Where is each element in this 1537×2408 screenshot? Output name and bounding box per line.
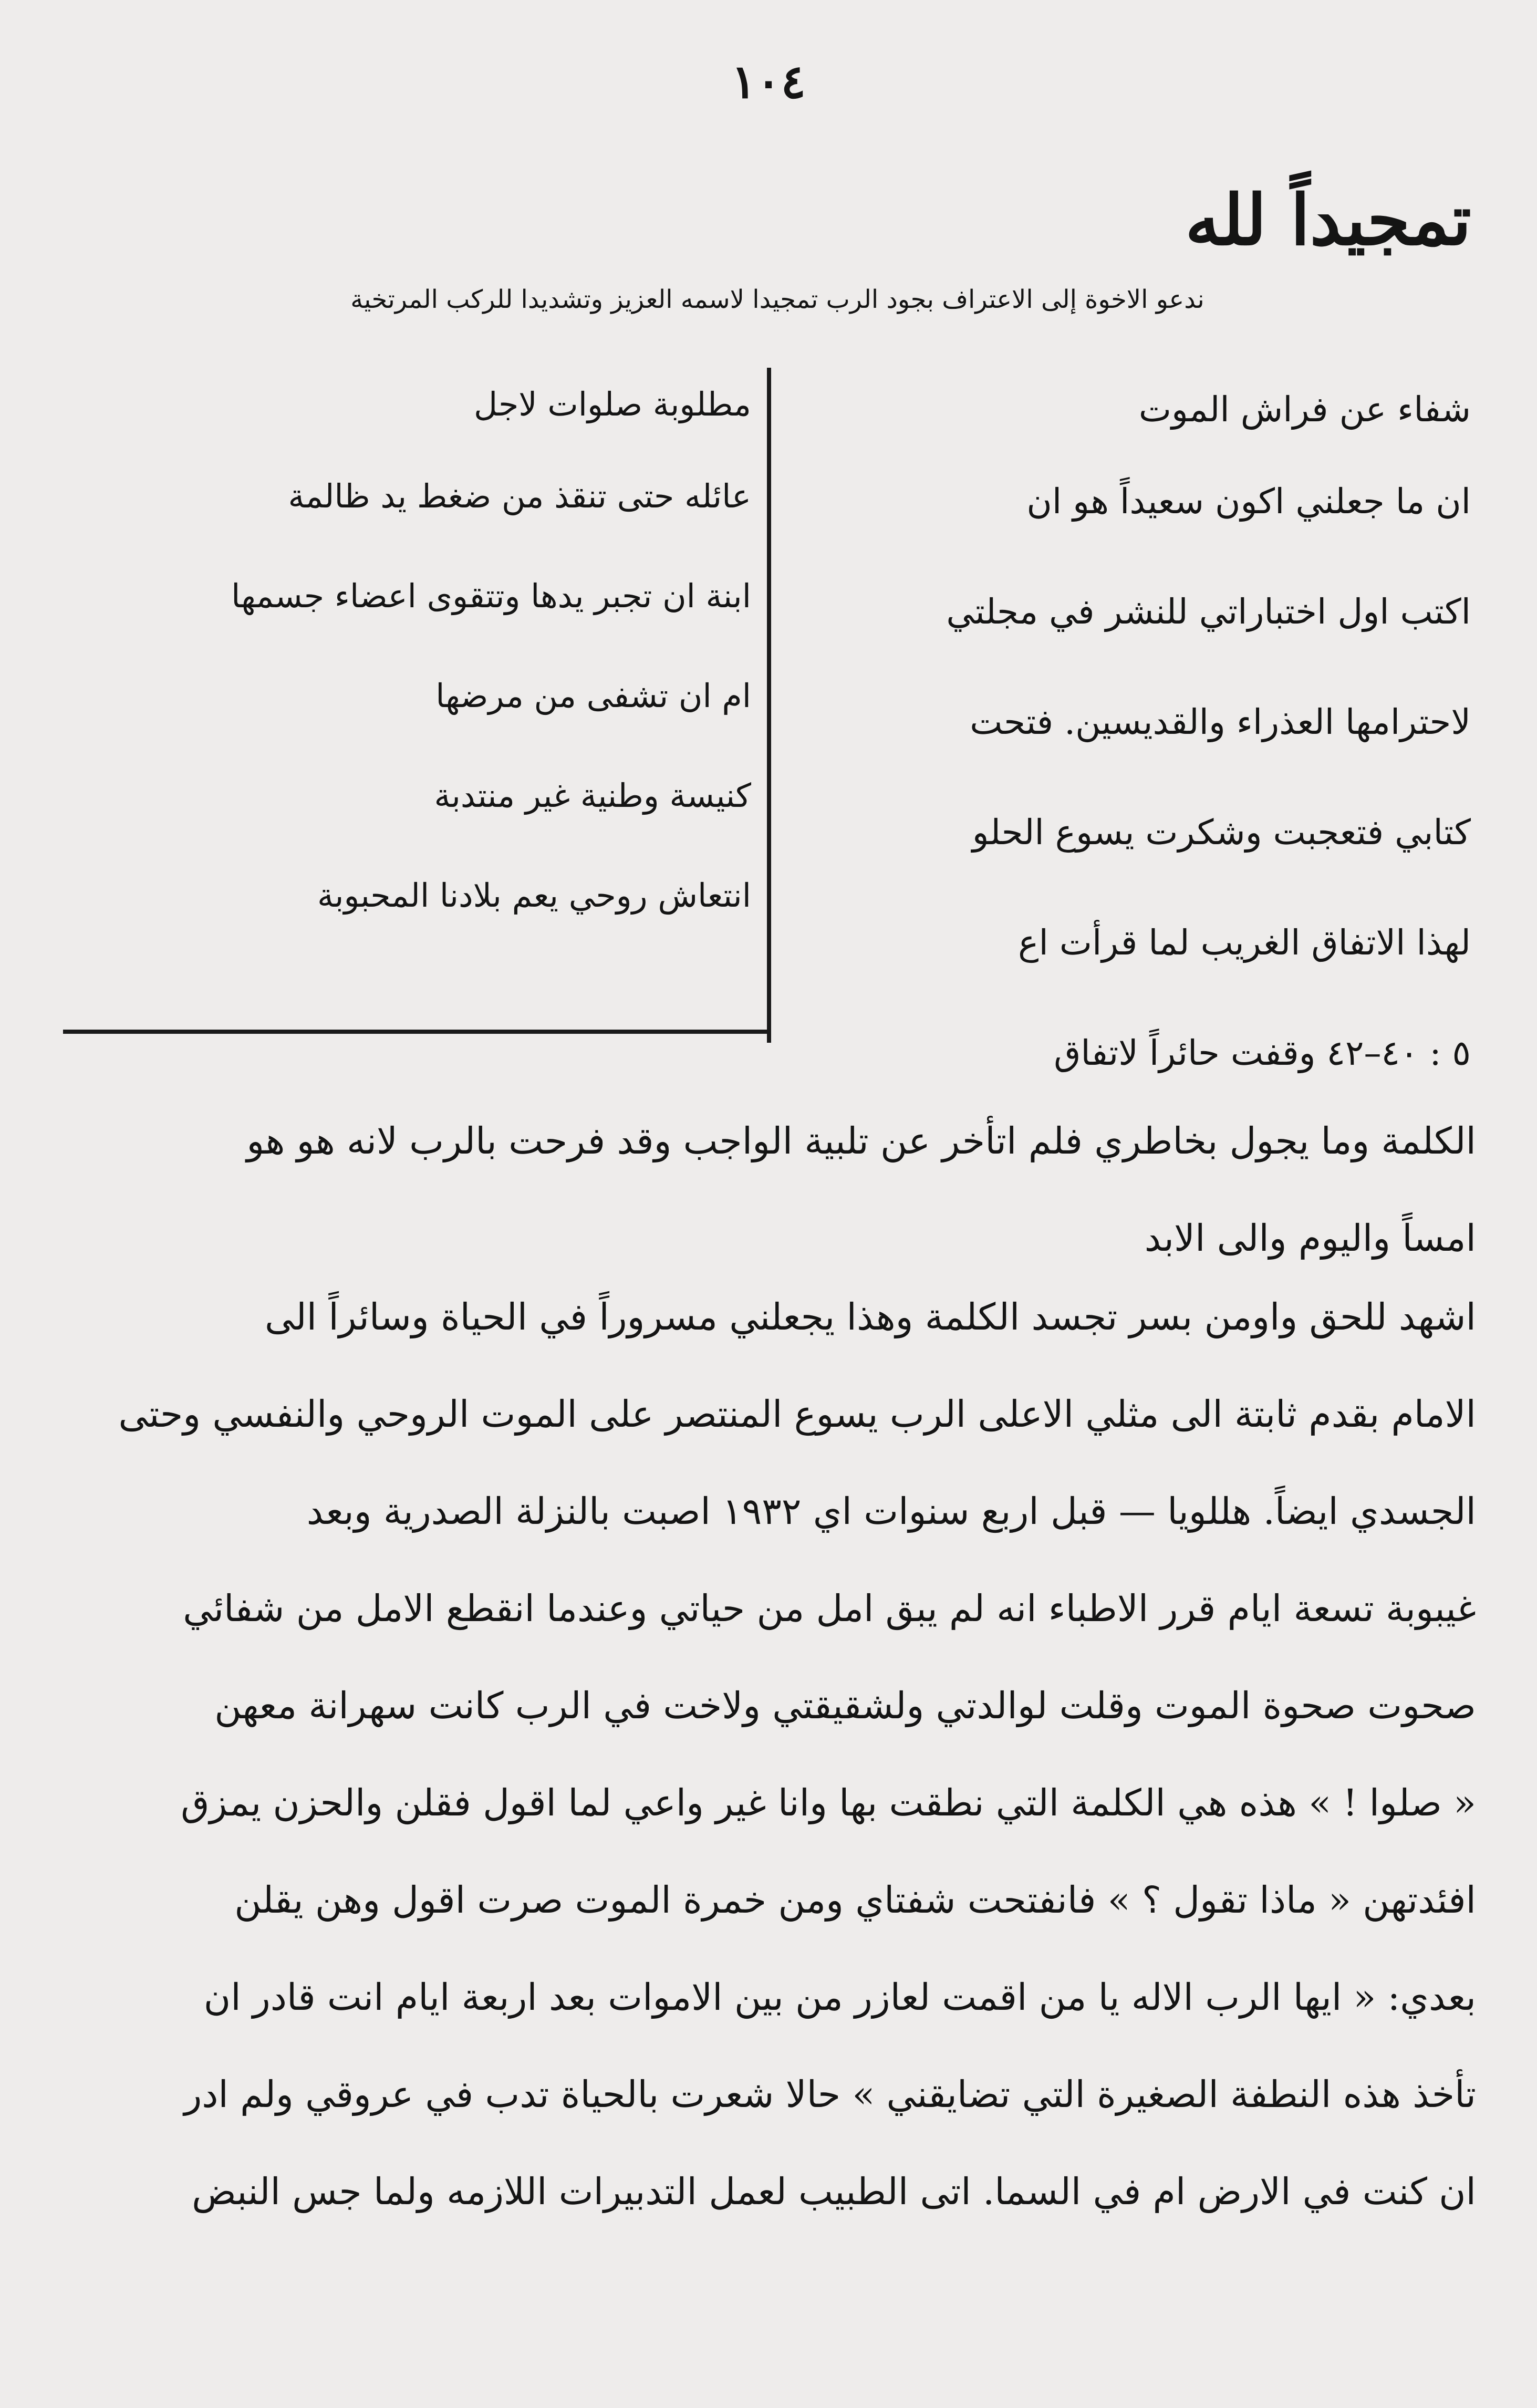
right-column-testimony (788, 373, 1471, 1108)
section-subtitle: ندعو الاخوة إلى الاعتراف بجود الرب تمجيدا لاسمه العزيز وتشديدا للركب المرتخية (350, 285, 1204, 314)
testimony-line: كتابي فتعجبت وشكرت يسوع الحلو (972, 812, 1471, 853)
body-line: الجسدي ايضاً. هللويا — قبل اربع سنوات اي ١٩٣٢ اصبت بالنزلة الصدرية وبعد (306, 1490, 1476, 1533)
prayer-requests-heading: مطلوبة صلوات لاجل (474, 385, 751, 423)
prayer-request-item: ام ان تشفى من مرضها (435, 677, 751, 715)
testimony-line: ان ما جعلني اكون سعيداً هو ان (1026, 481, 1471, 522)
body-line: الكلمة وما يجول بخاطري فلم اتأخر عن تلبية الواجب وقد فرحت بالرب لانه هو هو (246, 1119, 1476, 1163)
body-line: صحوت صحوة الموت وقلت لوالدتي ولشقيقتي ولاخت في الرب كانت سهرانة معهن (214, 1684, 1476, 1727)
body-line: « صلوا ! » هذه هي الكلمة التي نطقت بها وانا غير واعي لما اقول فقلن والحزن يمزق (181, 1781, 1476, 1824)
body-line: امساً واليوم والى الابد (1144, 1217, 1476, 1260)
box-divider-horizontal (63, 1030, 771, 1034)
prayer-request-item: كنيسة وطنية غير منتدبة (434, 776, 751, 815)
body-line: اشهد للحق واومن بسر تجسد الكلمة وهذا يجعلني مسروراً في الحياة وسائراً الى (264, 1295, 1476, 1338)
testimony-line: لاحترامها العذراء والقديسين. فتحت (970, 702, 1471, 742)
testimony-line: اكتب اول اختباراتي للنشر في مجلتي (946, 591, 1471, 632)
body-line: الامام بقدم ثابتة الى مثلي الاعلى الرب يسوع المنتصر على الموت الروحي والنفسي وحتى (118, 1393, 1476, 1436)
testimony-line: لهذا الاتفاق الغريب لما قرأت اع (1018, 922, 1471, 963)
page-number: ١٠٤ (731, 54, 806, 109)
section-title: تمجيداً لله (1185, 180, 1471, 261)
body-paragraphs (63, 1093, 1476, 2240)
left-column-prayer-requests (158, 362, 751, 946)
prayer-request-item: عائله حتى تنقذ من ضغط يد ظالمة (288, 477, 751, 515)
body-line: افئدتهن « ماذا تقول ؟ » فانفتحت شفتاي ومن خمرة الموت صرت اقول وهن يقلن (234, 1878, 1476, 1922)
body-line: بعدي: « ايها الرب الاله يا من اقمت لعازر من بين الاموات بعد اربعة ايام انت قادر ان (203, 1976, 1476, 2019)
testimony-heading: شفاء عن فراش الموت (1138, 389, 1471, 430)
prayer-request-item: ابنة ان تجبر يدها وتتقوى اعضاء جسمها (231, 577, 751, 615)
testimony-line: ٥ : ٤٠–٤٢ وقفت حائراً لاتفاق (1054, 1033, 1471, 1073)
column-divider-vertical (767, 368, 771, 1043)
body-line: ان كنت في الارض ام في السما. اتى الطبيب لعمل التدبيرات اللازمه ولما جس النبض (192, 2170, 1476, 2213)
body-line: غيبوبة تسعة ايام قرر الاطباء انه لم يبق امل من حياتي وعندما انقطع الامل من شفائي (183, 1587, 1476, 1630)
prayer-request-item: انتعاش روحي يعم بلادنا المحبوبة (317, 876, 751, 915)
body-line: تأخذ هذه النطفة الصغيرة التي تضايقني » حالا شعرت بالحياة تدب في عروقي ولم ادر (184, 2073, 1476, 2116)
